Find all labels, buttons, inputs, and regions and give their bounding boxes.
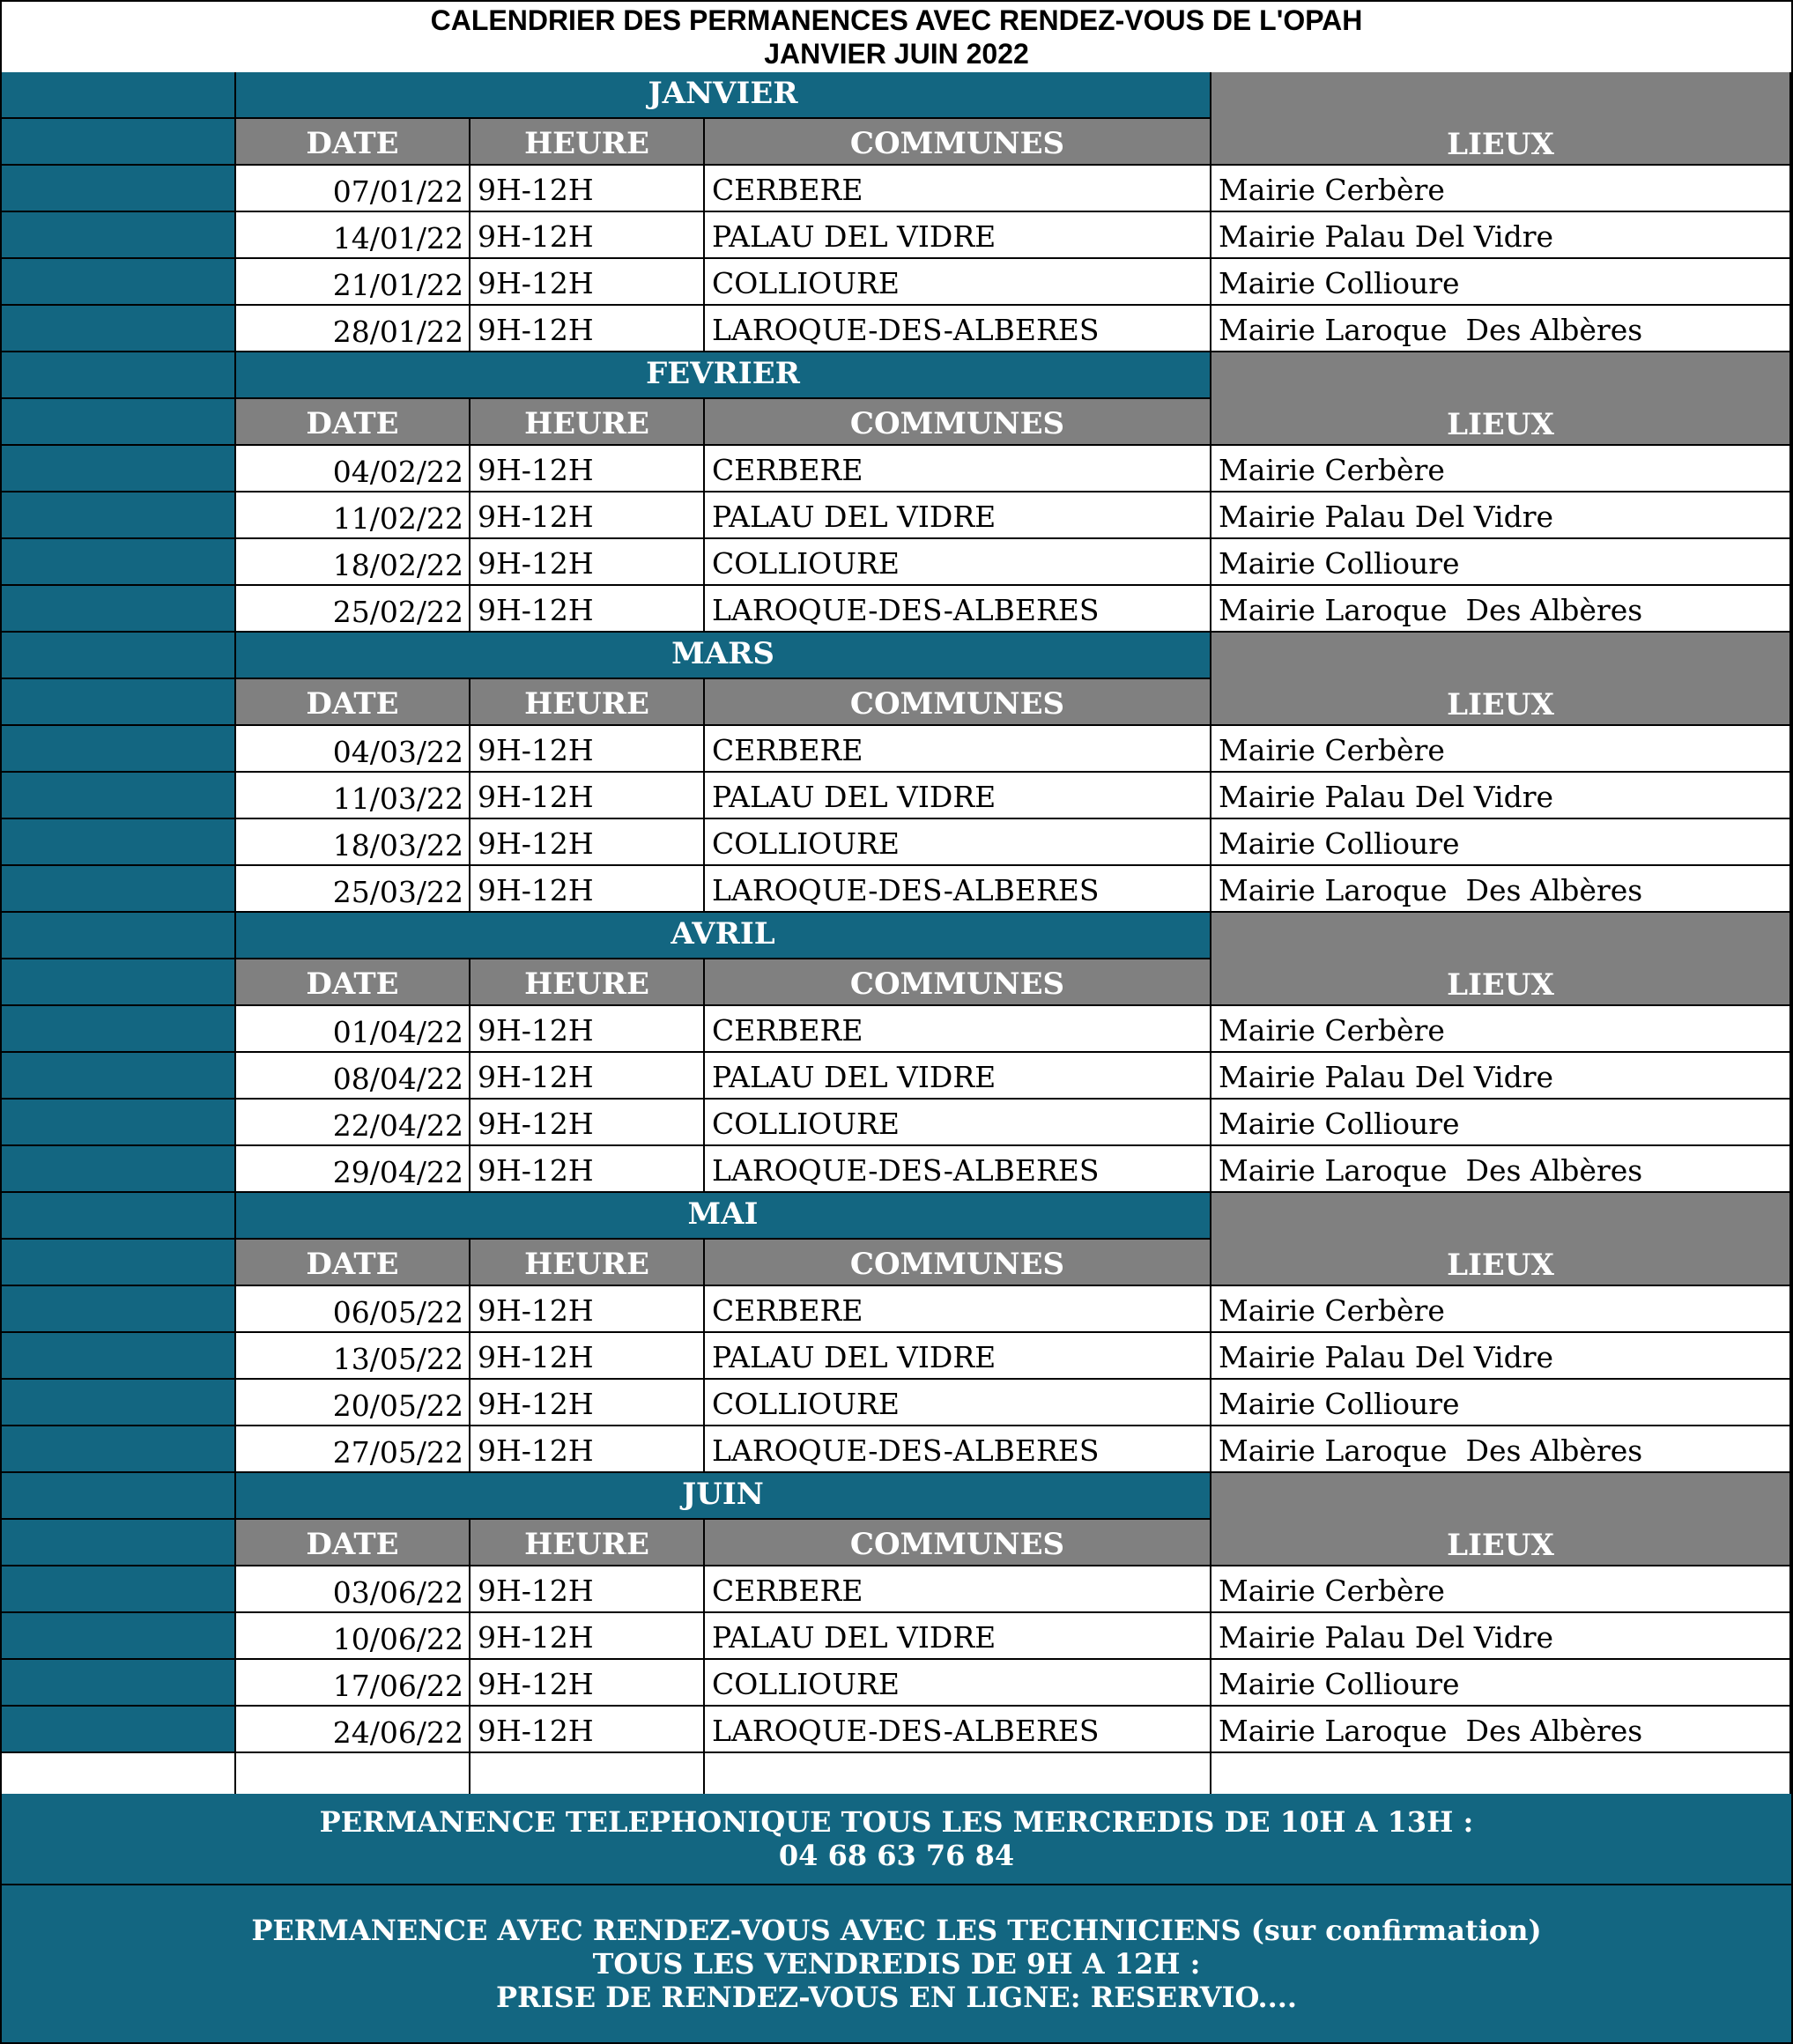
- row-marker: [2, 633, 236, 679]
- table-cell-heure-text: 9H-12H: [478, 219, 594, 254]
- table-cell-commune-text: LAROQUE-DES-ALBERES: [712, 313, 1100, 347]
- table-cell-date-text: 14/01/22: [332, 221, 463, 256]
- table-cell-lieu-text: Mairie Palau Del Vidre: [1219, 1060, 1553, 1094]
- table-cell-date: [236, 1613, 470, 1660]
- table-cell-heure: [470, 1286, 705, 1333]
- row-marker: [2, 212, 236, 259]
- row-marker: [2, 399, 236, 446]
- table-cell-commune-text: PALAU DEL VIDRE: [712, 1620, 997, 1655]
- table-cell-date: [236, 773, 470, 819]
- month-header-mars: [236, 633, 1211, 679]
- table-cell-commune-text: CERBERE: [712, 453, 863, 487]
- table-cell-lieu: [1211, 259, 1791, 306]
- table-cell-heure-text: 9H-12H: [478, 1714, 594, 1748]
- table-cell-date: [236, 212, 470, 259]
- table-cell-commune: [705, 1333, 1211, 1380]
- column-header-heure: [470, 1520, 705, 1566]
- table-cell-heure-text: 9H-12H: [478, 1107, 594, 1141]
- table-cell-lieu: [1211, 1006, 1791, 1053]
- table-cell-lieu-text: Mairie Laroque Des Albères: [1219, 593, 1643, 627]
- month-header-fevrier-text: FEVRIER: [646, 356, 800, 391]
- table-cell-date-text: 20/05/22: [332, 1389, 463, 1423]
- month-header-avril-text: AVRIL: [671, 916, 775, 952]
- table-cell-commune: [705, 819, 1211, 866]
- column-header-lieux: [1211, 1473, 1791, 1566]
- table-cell-date-text: 07/01/22: [332, 174, 463, 209]
- table-cell-heure-text: 9H-12H: [478, 173, 594, 207]
- table-cell-heure: [470, 1613, 705, 1660]
- table-cell-lieu: [1211, 212, 1791, 259]
- table-cell-commune: [705, 306, 1211, 352]
- column-header-heure: [470, 119, 705, 166]
- column-header-date: [236, 1520, 470, 1566]
- table-cell-lieu: [1211, 1053, 1791, 1100]
- table-cell-date-text: 28/01/22: [332, 315, 463, 349]
- table-cell-lieu: [1211, 1333, 1791, 1380]
- row-marker: [2, 866, 236, 913]
- title-line-1: CALENDRIER DES PERMANENCES AVEC RENDEZ-VOUS DE L'OPAH: [430, 4, 1363, 36]
- table-cell-commune: [705, 1100, 1211, 1146]
- table-cell-commune: [705, 773, 1211, 819]
- table-cell-lieu: [1211, 306, 1791, 352]
- row-marker: [2, 1520, 236, 1566]
- table-cell-heure-text: 9H-12H: [478, 780, 594, 814]
- month-header-mars-text: MARS: [671, 636, 774, 671]
- row-marker: [2, 352, 236, 399]
- row-marker: [2, 1286, 236, 1333]
- table-cell-heure: [470, 1006, 705, 1053]
- row-marker: [2, 1426, 236, 1473]
- row-marker: [2, 259, 236, 306]
- table-cell-commune: [705, 212, 1211, 259]
- column-header-date-text: DATE: [306, 126, 399, 161]
- table-cell-heure-text: 9H-12H: [478, 1387, 594, 1421]
- table-cell-lieu: [1211, 819, 1791, 866]
- table-cell-lieu-text: Mairie Laroque Des Albères: [1219, 873, 1643, 907]
- row-marker: [2, 1006, 236, 1053]
- table-cell-commune: [705, 1660, 1211, 1707]
- row-marker: [2, 1146, 236, 1193]
- table-cell-commune-text: CERBERE: [712, 1293, 863, 1328]
- row-marker: [2, 1100, 236, 1146]
- row-marker: [2, 773, 236, 819]
- table-cell-date-text: 11/02/22: [332, 501, 463, 536]
- table-cell-commune-text: LAROQUE-DES-ALBERES: [712, 873, 1100, 907]
- table-cell-heure-text: 9H-12H: [478, 1340, 594, 1374]
- column-header-heure: [470, 1240, 705, 1286]
- table-cell-commune-text: CERBERE: [712, 173, 863, 207]
- table-cell-date: [236, 586, 470, 633]
- column-header-lieux: [1211, 352, 1791, 446]
- column-header-heure-text: HEURE: [524, 126, 649, 161]
- table-cell-heure: [470, 1660, 705, 1707]
- table-cell-date-text: 11/03/22: [332, 781, 463, 816]
- column-header-communes: [705, 959, 1211, 1006]
- month-header-mai: [236, 1193, 1211, 1240]
- row-marker: [2, 1473, 236, 1520]
- row-marker: [2, 819, 236, 866]
- table-cell-heure-text: 9H-12H: [478, 1293, 594, 1328]
- table-cell-date: [236, 1100, 470, 1146]
- table-cell-date: [236, 819, 470, 866]
- table-cell-lieu: [1211, 1660, 1791, 1707]
- appointment-line-3: PRISE DE RENDEZ-VOUS EN LIGNE: RESERVIO....: [496, 1981, 1297, 2014]
- table-cell-heure-text: 9H-12H: [478, 1013, 594, 1048]
- row-marker: [2, 1240, 236, 1286]
- table-cell-date-text: 25/02/22: [332, 595, 463, 629]
- column-header-communes: [705, 119, 1211, 166]
- row-marker: [2, 72, 236, 119]
- table-cell-date: [236, 1660, 470, 1707]
- table-cell-lieu-text: Mairie Laroque Des Albères: [1219, 1433, 1643, 1468]
- table-cell-heure-text: 9H-12H: [478, 1060, 594, 1094]
- table-cell-date-text: 06/05/22: [332, 1295, 463, 1329]
- table-cell-heure: [470, 866, 705, 913]
- table-cell-lieu-text: Mairie Palau Del Vidre: [1219, 500, 1553, 534]
- table-cell-date-text: 08/04/22: [332, 1062, 463, 1096]
- row-marker: [2, 679, 236, 726]
- table-cell-lieu: [1211, 1100, 1791, 1146]
- table-cell-heure: [470, 819, 705, 866]
- table-cell-commune: [705, 1053, 1211, 1100]
- table-cell-commune: [705, 1613, 1211, 1660]
- table-cell-commune-text: LAROQUE-DES-ALBERES: [712, 593, 1100, 627]
- table-cell-date-text: 27/05/22: [332, 1435, 463, 1470]
- table-cell-date-text: 13/05/22: [332, 1342, 463, 1376]
- table-cell-commune: [705, 539, 1211, 586]
- table-cell-date: [236, 1566, 470, 1613]
- column-header-heure-text: HEURE: [524, 686, 649, 722]
- row-marker: [2, 726, 236, 773]
- table-cell-lieu: [1211, 492, 1791, 539]
- row-marker: [2, 166, 236, 212]
- table-cell-lieu-text: Mairie Cerbère: [1219, 733, 1445, 767]
- table-cell-commune: [705, 1426, 1211, 1473]
- table-cell-commune-text: COLLIOURE: [712, 266, 900, 300]
- table-cell-lieu-text: Mairie Laroque Des Albères: [1219, 313, 1643, 347]
- column-header-communes-text: COMMUNES: [849, 686, 1065, 722]
- table-cell-heure-text: 9H-12H: [478, 546, 594, 581]
- table-cell-date: [236, 539, 470, 586]
- table-cell-lieu-text: Mairie Palau Del Vidre: [1219, 219, 1553, 254]
- table-cell-date-text: 18/02/22: [332, 548, 463, 582]
- column-header-date-text: DATE: [306, 406, 399, 441]
- table-cell-date-text: 01/04/22: [332, 1015, 463, 1049]
- table-cell-heure-text: 9H-12H: [478, 1667, 594, 1701]
- column-header-communes: [705, 399, 1211, 446]
- table-cell-heure: [470, 1146, 705, 1193]
- table-cell-commune: [705, 726, 1211, 773]
- table-cell-date: [236, 726, 470, 773]
- column-header-lieux-text: LIEUX: [1447, 407, 1554, 442]
- table-cell-date: [236, 1707, 470, 1753]
- table-cell-date: [236, 166, 470, 212]
- month-header-mai-text: MAI: [687, 1196, 759, 1232]
- table-cell-date-text: 10/06/22: [332, 1622, 463, 1656]
- column-header-communes: [705, 679, 1211, 726]
- table-cell-heure: [470, 306, 705, 352]
- appointment-line-1: PERMANENCE AVEC RENDEZ-VOUS AVEC LES TECHNICIENS (sur confirmation): [251, 1914, 1542, 1947]
- row-marker: [2, 586, 236, 633]
- row-marker: [2, 1660, 236, 1707]
- row-marker: [2, 1380, 236, 1426]
- page-title: [2, 2, 1791, 75]
- column-header-lieux: [1211, 1193, 1791, 1286]
- column-header-communes: [705, 1520, 1211, 1566]
- column-header-date: [236, 399, 470, 446]
- table-cell-commune-text: CERBERE: [712, 733, 863, 767]
- column-header-lieux: [1211, 913, 1791, 1006]
- table-cell-lieu-text: Mairie Palau Del Vidre: [1219, 1620, 1553, 1655]
- table-cell-commune-text: LAROQUE-DES-ALBERES: [712, 1714, 1100, 1748]
- row-marker: [2, 1053, 236, 1100]
- table-cell-heure-text: 9H-12H: [478, 453, 594, 487]
- table-cell-heure: [470, 212, 705, 259]
- month-header-juin-text: JUIN: [682, 1477, 764, 1512]
- row-marker: [2, 1613, 236, 1660]
- row-marker: [2, 913, 236, 959]
- table-cell-date: [236, 1286, 470, 1333]
- table-cell-lieu: [1211, 166, 1791, 212]
- table-cell-lieu-text: Mairie Cerbère: [1219, 453, 1445, 487]
- table-cell-commune-text: LAROQUE-DES-ALBERES: [712, 1433, 1100, 1468]
- table-cell-heure-text: 9H-12H: [478, 500, 594, 534]
- month-header-avril: [236, 913, 1211, 959]
- table-cell-heure: [470, 1333, 705, 1380]
- table-cell-date-text: 24/06/22: [332, 1715, 463, 1750]
- table-cell-commune: [705, 1286, 1211, 1333]
- row-marker: [2, 119, 236, 166]
- table-cell-date: [236, 446, 470, 492]
- table-cell-date: [236, 306, 470, 352]
- appointment-banner: [2, 1885, 1791, 2042]
- table-cell-date-text: 21/01/22: [332, 268, 463, 302]
- phone-number: 04 68 63 76 84: [778, 1839, 1015, 1872]
- table-cell-commune-text: LAROQUE-DES-ALBERES: [712, 1153, 1100, 1188]
- phone-permanence-banner: [2, 1794, 1791, 1885]
- row-marker: [2, 1566, 236, 1613]
- table-cell-commune: [705, 586, 1211, 633]
- table-cell-lieu-text: Mairie Collioure: [1219, 546, 1460, 581]
- table-cell-commune-text: COLLIOURE: [712, 1107, 900, 1141]
- column-header-date: [236, 1240, 470, 1286]
- table-cell-heure-text: 9H-12H: [478, 266, 594, 300]
- month-header-janvier-text: JANVIER: [648, 76, 798, 111]
- table-cell-date-text: 04/03/22: [332, 735, 463, 769]
- table-cell-date: [236, 1146, 470, 1193]
- table-cell-commune-text: PALAU DEL VIDRE: [712, 219, 997, 254]
- column-header-lieux: [1211, 72, 1791, 166]
- column-header-heure-text: HEURE: [524, 1527, 649, 1562]
- table-cell-heure-text: 9H-12H: [478, 1433, 594, 1468]
- table-cell-lieu: [1211, 1613, 1791, 1660]
- table-cell-heure: [470, 259, 705, 306]
- table-cell-heure-text: 9H-12H: [478, 733, 594, 767]
- table-cell-lieu-text: Mairie Collioure: [1219, 826, 1460, 861]
- table-cell-commune: [705, 866, 1211, 913]
- table-cell-heure: [470, 1707, 705, 1753]
- table-cell-commune: [705, 492, 1211, 539]
- table-cell-date: [236, 1333, 470, 1380]
- table-cell-heure: [470, 1380, 705, 1426]
- column-header-date: [236, 959, 470, 1006]
- table-cell-commune-text: PALAU DEL VIDRE: [712, 1060, 997, 1094]
- table-cell-commune: [705, 1380, 1211, 1426]
- table-cell-date: [236, 1426, 470, 1473]
- column-header-date-text: DATE: [306, 1247, 399, 1282]
- table-cell-date: [236, 492, 470, 539]
- table-cell-date-text: 03/06/22: [332, 1575, 463, 1610]
- table-cell-date: [236, 1053, 470, 1100]
- table-cell-heure: [470, 726, 705, 773]
- table-cell-heure-text: 9H-12H: [478, 1620, 594, 1655]
- table-cell-heure-text: 9H-12H: [478, 873, 594, 907]
- table-cell-lieu: [1211, 866, 1791, 913]
- table-cell-commune-text: CERBERE: [712, 1574, 863, 1608]
- month-header-juin: [236, 1473, 1211, 1520]
- table-cell-lieu-text: Mairie Cerbère: [1219, 173, 1445, 207]
- table-cell-heure-text: 9H-12H: [478, 313, 594, 347]
- column-header-date: [236, 119, 470, 166]
- table-cell-commune-text: COLLIOURE: [712, 826, 900, 861]
- table-cell-commune-text: PALAU DEL VIDRE: [712, 1340, 997, 1374]
- table-cell-lieu: [1211, 1426, 1791, 1473]
- table-cell-date-text: 17/06/22: [332, 1669, 463, 1703]
- table-cell-commune-text: PALAU DEL VIDRE: [712, 500, 997, 534]
- table-cell-heure: [470, 1100, 705, 1146]
- column-header-lieux-text: LIEUX: [1447, 127, 1554, 162]
- table-cell-commune: [705, 166, 1211, 212]
- table-cell-heure: [470, 1566, 705, 1613]
- table-cell-date-text: 25/03/22: [332, 875, 463, 909]
- table-cell-heure: [470, 539, 705, 586]
- table-cell-date-text: 04/02/22: [332, 455, 463, 489]
- table-cell-heure: [470, 773, 705, 819]
- table-cell-commune-text: PALAU DEL VIDRE: [712, 780, 997, 814]
- table-cell-lieu: [1211, 1566, 1791, 1613]
- table-cell-commune: [705, 1146, 1211, 1193]
- table-cell-commune-text: COLLIOURE: [712, 1667, 900, 1701]
- table-cell-lieu-text: Mairie Collioure: [1219, 1667, 1460, 1701]
- table-cell-commune: [705, 446, 1211, 492]
- table-cell-lieu-text: Mairie Laroque Des Albères: [1219, 1714, 1643, 1748]
- table-cell-commune: [705, 1566, 1211, 1613]
- title-line-2: JANVIER JUIN 2022: [764, 38, 1029, 70]
- table-cell-heure: [470, 446, 705, 492]
- table-cell-lieu: [1211, 586, 1791, 633]
- column-header-communes-text: COMMUNES: [849, 406, 1065, 441]
- row-marker: [2, 446, 236, 492]
- column-header-communes-text: COMMUNES: [849, 1247, 1065, 1282]
- column-header-heure-text: HEURE: [524, 966, 649, 1002]
- table-cell-lieu: [1211, 726, 1791, 773]
- column-header-communes-text: COMMUNES: [849, 966, 1065, 1002]
- column-header-lieux-text: LIEUX: [1447, 1248, 1554, 1283]
- table-cell-lieu: [1211, 1286, 1791, 1333]
- table-cell-lieu: [1211, 446, 1791, 492]
- table-cell-lieu-text: Mairie Palau Del Vidre: [1219, 1340, 1553, 1374]
- row-marker: [2, 1193, 236, 1240]
- table-cell-lieu: [1211, 539, 1791, 586]
- table-cell-lieu: [1211, 1380, 1791, 1426]
- table-cell-heure-text: 9H-12H: [478, 1153, 594, 1188]
- phone-line-1: PERMANENCE TELEPHONIQUE TOUS LES MERCREDIS DE 10H A 13H :: [319, 1805, 1474, 1839]
- month-header-fevrier: [236, 352, 1211, 399]
- table-cell-lieu-text: Mairie Cerbère: [1219, 1293, 1445, 1328]
- table-cell-heure: [470, 1053, 705, 1100]
- table-cell-heure-text: 9H-12H: [478, 593, 594, 627]
- column-header-date-text: DATE: [306, 686, 399, 722]
- column-header-heure-text: HEURE: [524, 1247, 649, 1282]
- row-marker: [2, 959, 236, 1006]
- table-cell-heure: [470, 492, 705, 539]
- column-header-lieux: [1211, 633, 1791, 726]
- column-header-heure: [470, 679, 705, 726]
- table-cell-date: [236, 259, 470, 306]
- column-header-date-text: DATE: [306, 1527, 399, 1562]
- table-cell-lieu-text: Mairie Collioure: [1219, 1387, 1460, 1421]
- row-marker: [2, 1707, 236, 1753]
- appointment-line-2: TOUS LES VENDREDIS DE 9H A 12H :: [592, 1947, 1201, 1981]
- row-marker: [2, 306, 236, 352]
- table-cell-heure: [470, 166, 705, 212]
- column-header-date: [236, 679, 470, 726]
- table-cell-lieu: [1211, 1146, 1791, 1193]
- table-cell-date-text: 22/04/22: [332, 1108, 463, 1143]
- table-cell-date-text: 18/03/22: [332, 828, 463, 863]
- table-cell-lieu-text: Mairie Laroque Des Albères: [1219, 1153, 1643, 1188]
- month-header-janvier: [236, 72, 1211, 119]
- column-header-heure: [470, 959, 705, 1006]
- table-cell-lieu-text: Mairie Collioure: [1219, 266, 1460, 300]
- column-header-lieux-text: LIEUX: [1447, 687, 1554, 722]
- table-cell-commune: [705, 1006, 1211, 1053]
- table-cell-heure-text: 9H-12H: [478, 826, 594, 861]
- table-cell-lieu: [1211, 773, 1791, 819]
- table-cell-date: [236, 866, 470, 913]
- table-cell-date: [236, 1006, 470, 1053]
- table-cell-commune-text: CERBERE: [712, 1013, 863, 1048]
- table-cell-heure-text: 9H-12H: [478, 1574, 594, 1608]
- table-cell-heure: [470, 586, 705, 633]
- column-header-lieux-text: LIEUX: [1447, 1528, 1554, 1563]
- table-cell-date-text: 29/04/22: [332, 1155, 463, 1189]
- table-cell-commune-text: COLLIOURE: [712, 546, 900, 581]
- column-header-heure: [470, 399, 705, 446]
- column-header-communes: [705, 1240, 1211, 1286]
- column-header-communes-text: COMMUNES: [849, 1527, 1065, 1562]
- table-cell-date: [236, 1380, 470, 1426]
- column-header-date-text: DATE: [306, 966, 399, 1002]
- table-cell-lieu-text: Mairie Cerbère: [1219, 1574, 1445, 1608]
- table-cell-lieu-text: Mairie Cerbère: [1219, 1013, 1445, 1048]
- row-marker: [2, 539, 236, 586]
- table-cell-lieu-text: Mairie Collioure: [1219, 1107, 1460, 1141]
- table-cell-lieu-text: Mairie Palau Del Vidre: [1219, 780, 1553, 814]
- table-cell-lieu: [1211, 1707, 1791, 1753]
- column-header-communes-text: COMMUNES: [849, 126, 1065, 161]
- table-cell-commune: [705, 259, 1211, 306]
- column-header-heure-text: HEURE: [524, 406, 649, 441]
- table-cell-heure: [470, 1426, 705, 1473]
- table-cell-commune: [705, 1707, 1211, 1753]
- table-cell-commune-text: COLLIOURE: [712, 1387, 900, 1421]
- row-marker: [2, 492, 236, 539]
- row-marker: [2, 1333, 236, 1380]
- column-header-lieux-text: LIEUX: [1447, 967, 1554, 1003]
